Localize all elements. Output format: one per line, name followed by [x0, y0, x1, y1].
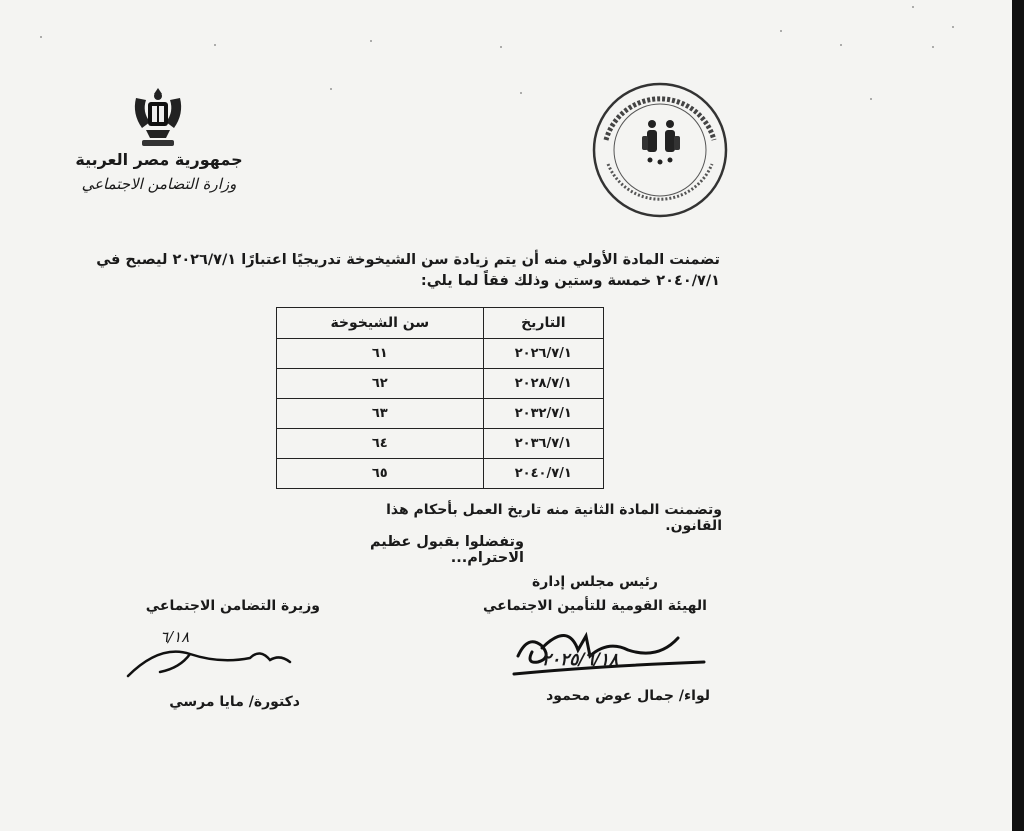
- date-cell: ٢٠٢٦/٧/١: [483, 339, 603, 369]
- ministry-name: وزارة التضامن الاجتماعي: [81, 175, 237, 193]
- body-paragraph: تضمنت المادة الأولي منه أن يتم زيادة سن الشيخوخة تدريجيًا اعتبارًا ٢٠٢٦/٧/١ ليصبح في ٢٠٤٠/٧/١ خمسة وستين وذلك فقاً لما يلي:: [96, 252, 720, 289]
- ministry-header: [74, 150, 244, 193]
- scan-speck: [500, 46, 502, 48]
- scan-speck: [330, 88, 332, 90]
- age-cell: ٦٣: [277, 399, 484, 429]
- scan-speck: [840, 44, 842, 46]
- country-name: جمهورية مصر العربية: [75, 150, 243, 169]
- signatory-left-title: وزيرة التضامن الاجتماعي: [145, 598, 320, 614]
- signatory-right-name: لواء/ جمال عوض محمود: [546, 688, 710, 704]
- table-row: [277, 369, 604, 399]
- scan-speck: [912, 6, 914, 8]
- scan-speck: [40, 36, 42, 38]
- scan-speck: [780, 30, 782, 32]
- table-row: [277, 339, 604, 369]
- scan-speck: [932, 46, 934, 48]
- table-row: [277, 399, 604, 429]
- scan-speck: [370, 40, 372, 42]
- age-cell: ٦٢: [277, 369, 484, 399]
- table-header-row: [277, 308, 604, 339]
- column-header-age: سن الشيخوخة: [277, 308, 484, 339]
- age-cell: ٦١: [277, 339, 484, 369]
- date-cell: ٢٠٣٢/٧/١: [483, 399, 603, 429]
- scan-speck: [214, 44, 216, 46]
- table-row: [277, 459, 604, 489]
- scan-speck: [520, 92, 522, 94]
- handwritten-date-right: ٢٠٢٥/٦/١٨: [541, 650, 619, 670]
- age-cell: ٦٤: [277, 429, 484, 459]
- closing-text: وتفضلوا بقبول عظيم الاحترام...: [369, 534, 524, 566]
- age-cell: ٦٥: [277, 459, 484, 489]
- scan-speck: [870, 98, 872, 100]
- signatory-right-title: [470, 574, 720, 614]
- article-two-text: وتضمنت المادة الثانية منه تاريخ العمل بأحكام هذا القانون.: [386, 502, 722, 534]
- signatory-left-name: دكتورة/ مايا مرسي: [169, 694, 300, 710]
- date-cell: ٢٠٣٦/٧/١: [483, 429, 603, 459]
- date-cell: ٢٠٤٠/٧/١: [483, 459, 603, 489]
- retirement-age-table: [276, 307, 604, 489]
- date-cell: ٢٠٢٨/٧/١: [483, 369, 603, 399]
- handwritten-date-left: ٦/١٨: [160, 628, 190, 646]
- scan-speck: [952, 26, 954, 28]
- signatory-right-title-line2: الهيئة القومية للتأمين الاجتماعي: [483, 598, 707, 614]
- signatory-right-title-line1: رئيس مجلس إدارة: [532, 574, 658, 590]
- nosi-seal-logo: [586, 80, 734, 220]
- column-header-date: التاريخ: [483, 308, 603, 339]
- table-row: [277, 429, 604, 459]
- eagle-emblem-icon: [128, 84, 188, 150]
